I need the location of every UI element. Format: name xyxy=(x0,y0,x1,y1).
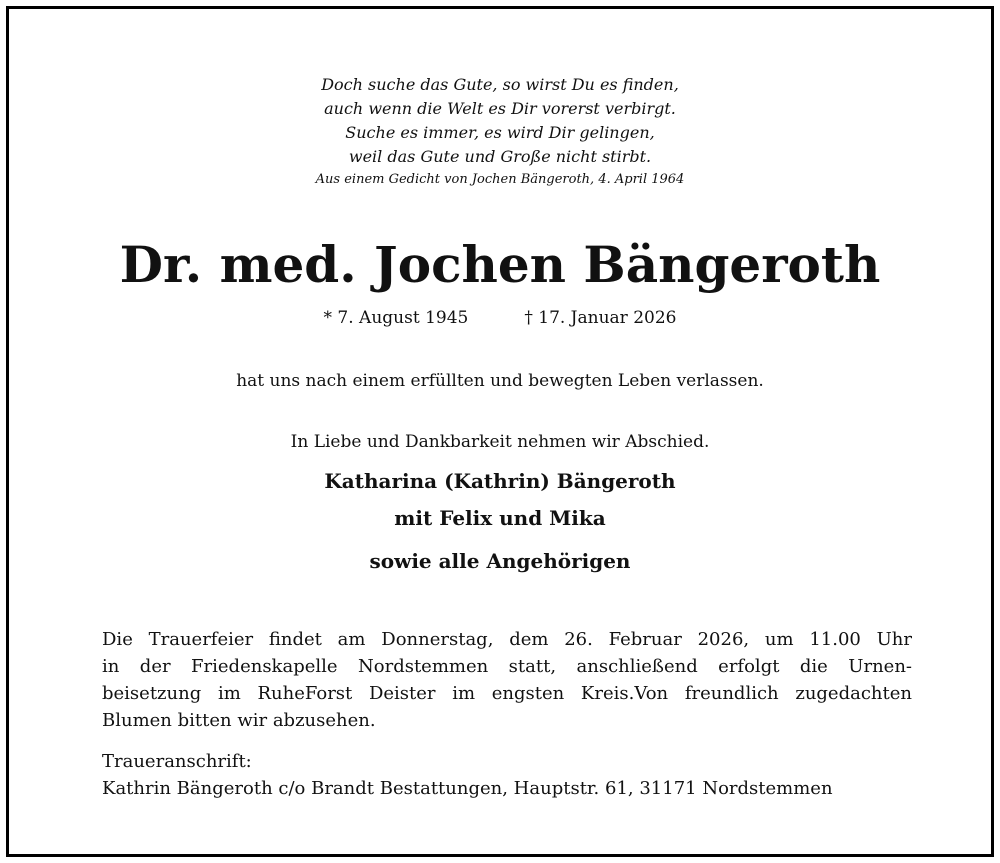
poem xyxy=(9,73,991,169)
mourner-children: mit Felix und Mika xyxy=(394,506,606,530)
funeral-line: beisetzung im RuheForst Deister im engsten Kreis.Von freundlich zugedachten xyxy=(102,683,912,704)
poem-line: Suche es immer, es wird Dir gelingen, xyxy=(345,123,655,142)
poem-attribution: Aus einem Gedicht von Jochen Bängeroth, 4. April 1964 xyxy=(315,172,685,187)
birth-date: * 7. August 1945 xyxy=(323,308,469,328)
mourner-name: Katharina (Kathrin) Bängeroth xyxy=(324,469,676,493)
message-line: hat uns nach einem erfüllten und bewegten Leben verlassen. xyxy=(236,371,764,391)
poem-line: weil das Gute und Große nicht stirbt. xyxy=(348,147,652,166)
funeral-line: Blumen bitten wir abzusehen. xyxy=(102,710,376,731)
mourner-relatives: sowie alle Angehörigen xyxy=(369,549,631,573)
poem-line: Doch suche das Gute, so wirst Du es finden, xyxy=(321,75,679,94)
address-value: Kathrin Bängeroth c/o Brandt Bestattungen, Hauptstr. 61, 31171 Nordstemmen xyxy=(102,778,833,799)
deceased-name: Dr. med. Jochen Bängeroth xyxy=(119,235,881,294)
funeral-information xyxy=(102,626,912,734)
life-dates xyxy=(9,306,991,330)
farewell-line: In Liebe und Dankbarkeit nehmen wir Abschied. xyxy=(290,432,710,452)
obituary-notice xyxy=(6,6,994,857)
poem-line: auch wenn die Welt es Dir vorerst verbirgt. xyxy=(324,99,676,118)
address-label: Traueranschrift: xyxy=(102,751,252,772)
death-date: † 17. Januar 2026 xyxy=(524,308,677,328)
mourning-address xyxy=(102,748,912,802)
funeral-line: in der Friedenskapelle Nordstemmen statt, anschließend erfolgt die Urnen- xyxy=(102,656,912,677)
funeral-line: Die Trauerfeier findet am Donnerstag, dem 26. Februar 2026, um 11.00 Uhr xyxy=(102,629,912,650)
